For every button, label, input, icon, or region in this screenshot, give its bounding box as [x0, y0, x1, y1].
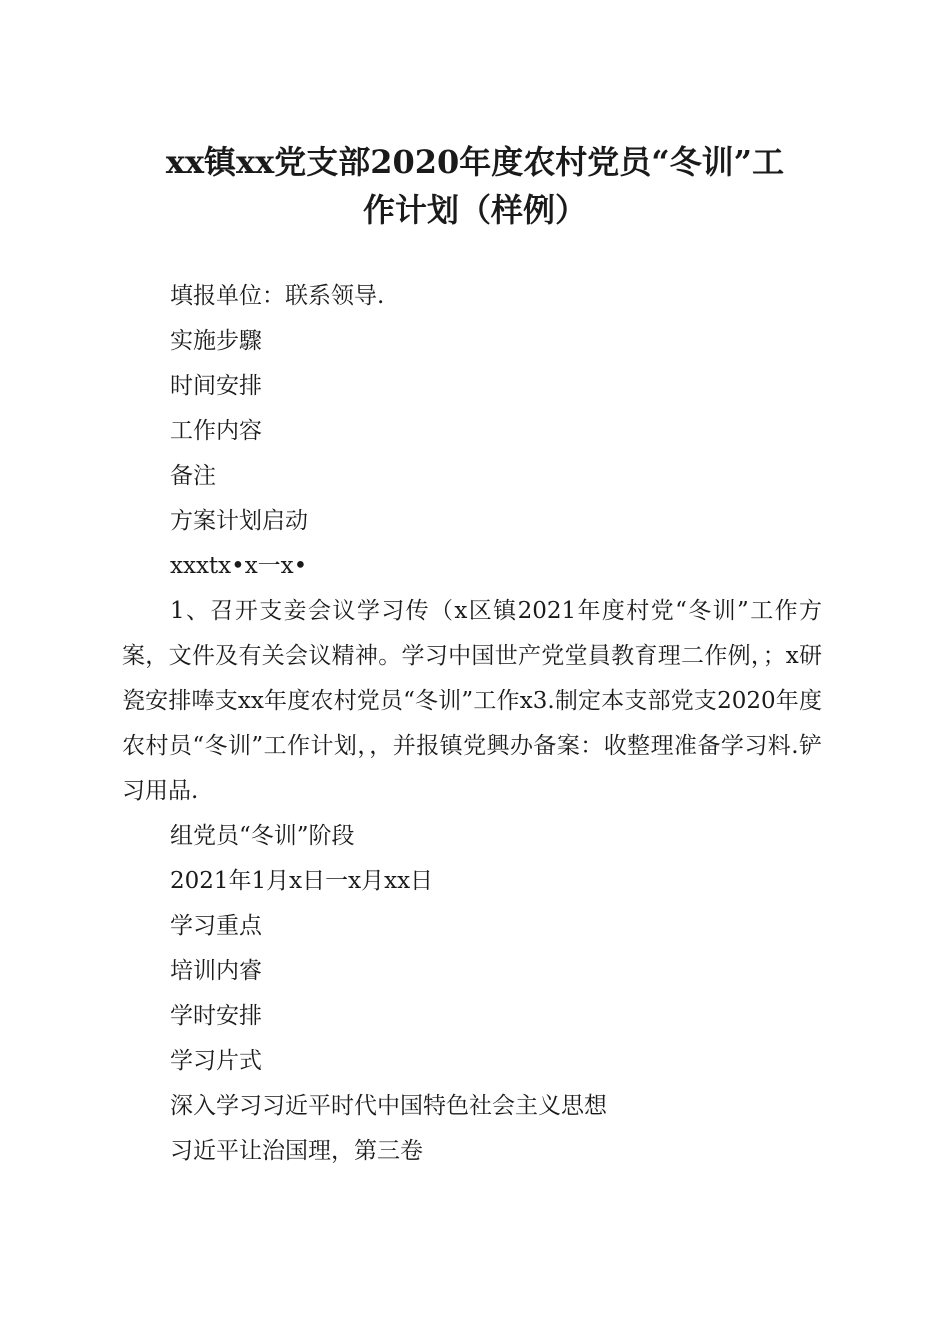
text-line: 学习重点 [170, 913, 262, 939]
text-line: 实施步驟 [170, 328, 262, 354]
document-title [110, 138, 840, 234]
text-line: 2021年1月x日一x月xx日 [170, 868, 434, 894]
title-line-1: xx镇xx党支部2020年度农村党员“冬训”工 [165, 143, 785, 181]
text-line: 填报单位：联系领导. [170, 283, 385, 309]
text-line: 方案计划启动 [170, 508, 308, 534]
text-line: 学时安排 [170, 1003, 262, 1029]
text-line: 工作内容 [170, 418, 262, 444]
text-line: 培训内睿 [170, 958, 262, 984]
document-body [122, 274, 822, 1174]
text-line: 学习片式 [170, 1048, 262, 1074]
text-line: 习近平让治国理，第三卷 [170, 1138, 423, 1164]
title-line-2: 作计划（样例） [362, 191, 587, 229]
text-line: 深入学习习近平时代中国特色社会主义思想 [170, 1093, 607, 1119]
text-line: 组党员“冬训”阶段 [170, 823, 355, 849]
text-line: 备注 [170, 463, 216, 489]
body-paragraph: 1、召开支妾会议学习传（x区镇2021年度村党“冬训”工作方案，文件及有关会议精神。学习中国世产党堂員教育理二作例，；x研瓷安排唪支xx年度农村党员“冬训”工作x3.制定本支部党支2020年度农村员“冬训”工作计划，，并报镇党興办备案：收整理准备学习料.铲习用品. [122, 598, 822, 804]
text-line: 时间安排 [170, 373, 262, 399]
text-line: xxxtx•x一x• [170, 553, 308, 579]
